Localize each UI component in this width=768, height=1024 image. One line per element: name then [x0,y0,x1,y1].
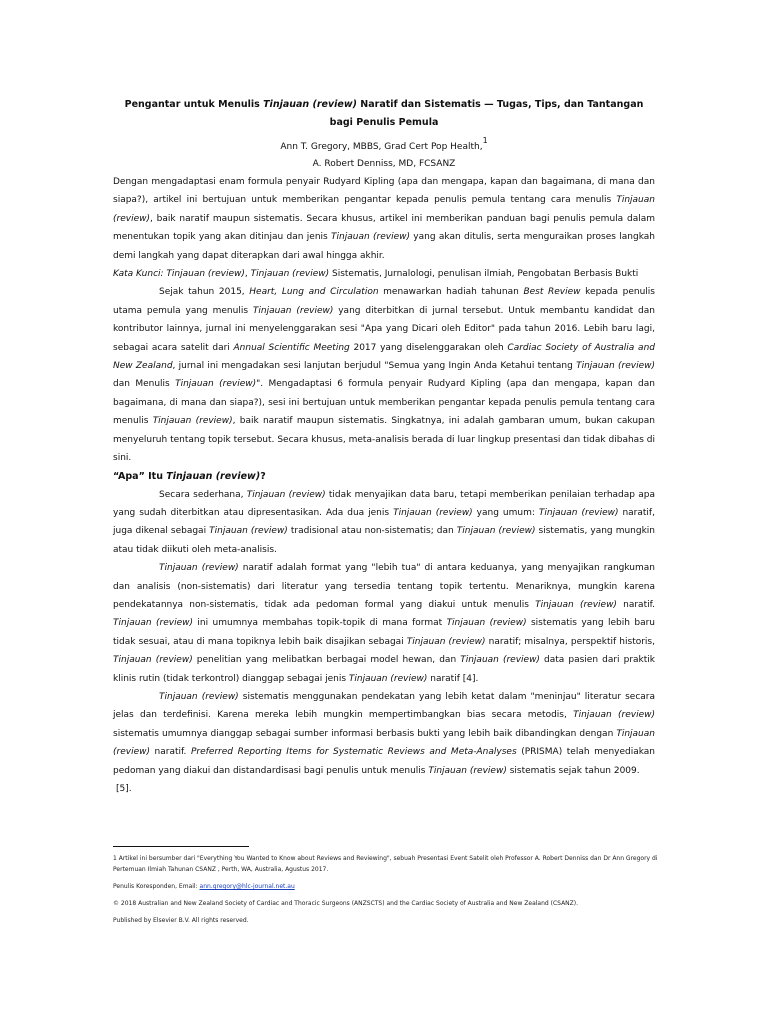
title-text: Pengantar untuk Menulis [124,99,264,110]
footnote-marker: 1 [113,855,117,862]
paragraph-text: naratif, juga dikenal sebagai [113,507,655,537]
intro-paragraph [113,283,655,467]
keywords-text: Sistematis, Jurnalologi, penulisan ilmiah, Pengobatan Berbasis Bukti [329,269,639,280]
paragraph-text: data pasien dari praktik klinis rutin (tidak terkontrol) dianggap sebagai jenis [113,655,656,684]
paragraph-italic: Tinjauan (review) [406,636,486,647]
heading-text: “Apa” Itu [113,470,167,482]
body-paragraph-2 [113,559,655,688]
body-paragraph-3 [113,688,655,780]
paragraph-text: tradisional atau non-sistematis; dan [287,526,457,537]
paragraph-text: naratif. [616,599,655,610]
paragraph-italic: Tinjauan (review) [246,489,326,500]
author-affiliation-mark: 1 [482,136,488,145]
paragraph-italic: Tinjauan (review) [113,618,194,629]
article-title [113,96,655,132]
author-second: A. Robert Denniss, MD, FCSANZ [312,159,456,169]
abstract-text: yang akan ditulis, serta menguraikan proses langkah demi langkah yang dapat diterapkan dari awal hingga akhir. [113,232,655,261]
paragraph-text: naratif. [149,747,191,758]
paragraph-text: (PRISMA) telah menyediakan pedoman yang diakui dan distandardisasi bagi penulis untuk menulis [113,747,656,776]
abstract-text: Dengan mengadaptasi enam formula penyair Rudyard Kipling (apa dan mengapa, kapan dan bagaimana, di mana dan siapa?), artikel ini bertujuan untuk memberikan pengantar kepada penulis pemula tentang cara menulis [113,177,655,206]
footnote-text: Artikel ini bersumber dari "Everything You Wanted to Know about Reviews and Reviewing", sebuah Presentasi Event Satelit oleh Professor A. Robert Denniss dan Dr Ann Gregory di [116,855,658,862]
title-text-end: Naratif dan Sistematis — Tugas, Tips, dan Tantangan bagi Penulis Pemula [329,99,644,128]
paragraph-italic: Tinjauan (review) [573,710,655,721]
corresponding-email-link[interactable]: ann.gregory@hlc-journal.net.au [199,883,295,891]
paragraph-text: naratif [4]. [427,673,479,684]
paragraph-italic: Tinjauan (review) [252,305,334,316]
abstract-italic: Tinjauan (review) [113,195,655,224]
paragraph-italic: Tinjauan (review) [113,655,193,666]
paragraph-text: yang diterbitkan di jurnal tersebut. Untuk membantu kandidat dan kontributor lainnya, jurnal ini menyelenggarakan sesi "Apa yang Dicari oleh Editor" pada tahun 2016. Lebih baru lagi, sebagai acara satelit dari [113,305,655,353]
footnote-1 [113,853,673,876]
abstract-text: , baik naratif maupun sistematis. Secara khusus, artikel ini memberikan panduan bagi penulis pemula dalam menentukan topik yang akan ditinjau dan jenis [113,213,655,243]
reference-line: [5]. [116,784,132,794]
keywords-text: , [244,269,251,280]
paragraph-italic: Tinjauan (review) [175,379,257,390]
paragraph-text: sistematis umumnya dianggap sebagai sumber informasi berbasis bukti yang lebih baik dibandingkan dengan [113,728,617,739]
author-first-name: Ann T. Gregory, MBBS, Grad Cert Pop Health, [280,142,483,152]
paragraph-italic: Cardiac Society of Australia and New Zealand [113,342,655,372]
paragraph-text: naratif; misalnya, perspektif historis, [485,636,655,647]
paragraph-italic: Tinjauan (review) [456,526,536,537]
paragraph-italic: Heart, Lung and Circulation [249,287,379,298]
paragraph-italic: Annual Scientific Meeting [233,342,350,353]
paragraph-text: kepada penulis utama pemula yang menulis [113,287,655,316]
abstract [113,173,655,265]
author-first [113,132,655,156]
section-heading [113,468,655,486]
paragraph-text: , jurnal ini mengadakan sesi lanjutan berjudul "Semua yang Ingin Anda Ketahui tentang [172,361,577,372]
paragraph-italic: Tinjauan (review) [428,765,507,776]
body-paragraph-1 [113,486,655,560]
footnotes [113,853,673,932]
paragraph-text: Sejak tahun 2015, [159,287,250,298]
paragraph-text: sistematis sejak tahun 2009. [506,765,640,776]
paragraph-italic: Tinjauan (review) [446,618,527,629]
paragraph-text: sistematis yang lebih baru tidak sesuai, atau di mana topiknya lebih baik disajikan sebagai [113,618,655,647]
paragraph-text: sistematis, yang mungkin atau tidak diikuti oleh meta-analisis. [113,526,656,555]
paragraph-text: menawarkan hadiah tahunan [378,287,524,298]
paragraph-italic: Tinjauan (review) [576,361,655,372]
paragraph-text: naratif adalah format yang "lebih tua" di antara keduanya, yang menyajikan rangkuman dan analisis (non-sistematis) dari literatur yang tersedia tentang topik tertentu. Menariknya, mungkin karena pendekatannya non-sistematis, tidak ada pedoman formal yang diakui untuk menulis [113,563,655,610]
footnote-text: Pertemuan Ilmiah Tahunan CSANZ , Perth, WA, Australia, Agustus 2017. [113,866,329,874]
paragraph-text: ". Mengadaptasi 6 formula penyair Rudyard Kipling (apa dan mengapa, kapan dan bagaimana, di mana dan siapa?), sesi ini bertujuan untuk memberikan pengantar kepada penulis pemula tentang cara menulis [113,379,655,427]
paragraph-italic: Tinjauan (review) [538,507,619,518]
paragraph-text: Secara sederhana, [159,489,247,500]
paragraph-text: , baik naratif maupun sistematis. Singkatnya, ini adalah gambaran umum, bukan cakupan menyeluruh tentang topik tersebut. Secara khusus, meta-analisis berada di luar lingkup presentasi dan tidak dibahas di sini. [113,416,655,464]
paragraph-text: penelitian yang melibatkan berbagai model hewan, dan [192,655,461,666]
corresponding-author [113,881,673,892]
paragraph-text: dan Menulis [113,379,176,390]
article-body [113,96,655,798]
heading-italic: Tinjauan (review) [166,470,261,482]
keywords-label: Kata Kunci: Tinjauan (review) [113,269,245,280]
copyright-notice: © 2018 Australian and New Zealand Society of Cardiac and Thoracic Surgeons (ANZSCTS) and the Cardiac Society of Australia and New Zealand (CSANZ). [113,900,579,908]
paragraph-italic: Tinjauan (review) [460,655,540,666]
paragraph-italic: Tinjauan (review) [152,416,233,427]
paragraph-italic: Tinjauan (review) [393,507,473,518]
title-italic: Tinjauan (review) [263,99,357,110]
paragraph-text: tidak menyajikan data baru, tetapi memberikan penilaian terhadap apa yang sudah diterbitkan atau dipresentasikan. Ada dua jenis [113,489,655,518]
paragraph-italic: Tinjauan (review) [159,691,239,702]
paragraph-italic: Tinjauan (review) [159,563,239,574]
paragraph-text: 2017 yang diselenggarakan oleh [349,342,508,353]
corresponding-label: Penulis Koresponden, Email: [113,883,200,891]
paragraph-italic: Tinjauan (review) [535,599,617,610]
footnote-separator [113,846,249,847]
paragraph-text: sistematis menggunakan pendekatan yang lebih ketat dalam "meninjau" literatur secara jelas dan terdefinisi. Karena mereka lebih mungkin mempertimbangkan bias secara metodis, [113,691,655,721]
heading-text: ? [260,470,266,482]
keywords [113,265,655,283]
publisher-notice: Published by Elsevier B.V. All rights reserved. [113,917,249,925]
paragraph-italic: Tinjauan (review) [113,728,655,758]
abstract-italic: Tinjauan (review) [331,232,410,243]
paragraph-italic: Best Review [523,287,581,298]
keywords-italic: Tinjauan (review) [250,269,330,280]
paragraph-text: ini umumnya membahas topik-topik di mana format [193,618,447,629]
paragraph-text: yang umum: [472,507,539,518]
paragraph-italic: Tinjauan (review) [209,526,288,537]
paragraph-italic: Preferred Reporting Items for Systematic Reviews and Meta-Analyses [190,747,517,758]
paragraph-italic: Tinjauan (review) [348,673,428,684]
